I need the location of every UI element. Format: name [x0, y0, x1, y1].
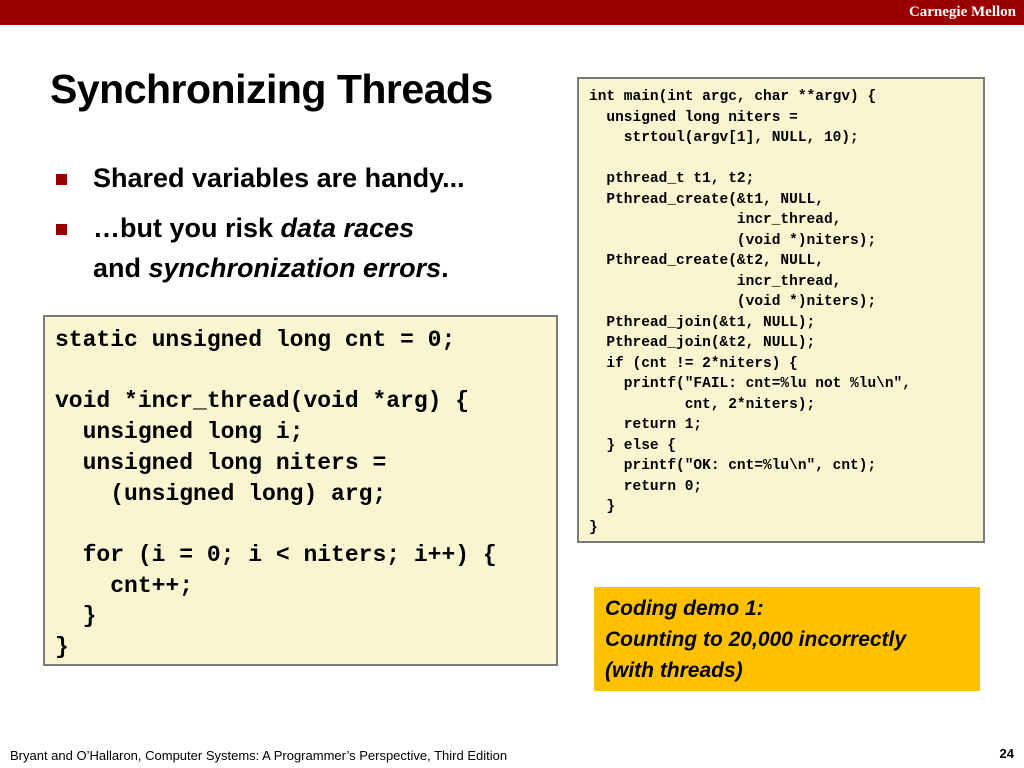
bullet-text: …but you risk — [93, 213, 281, 243]
main-function-code: int main(int argc, char **argv) { unsigned long niters = strtoul(argv[1], NULL, 10); pthread_t t1, t2; Pthread_create(&t1, NULL, incr_thread, (void *)niters); Pthread_create(&t2, NULL, incr_thread, (void *)niters); Pthread_join(&t1, NULL); Pthread_join(&t2, NULL); if (cnt != 2*niters) { printf("FAIL: cnt=%lu not %lu\n", cnt, 2*niters); return 1; } else { printf("OK: cnt=%lu\n", cnt); return 0; } } — [589, 89, 911, 536]
main-function-code-box — [577, 77, 985, 543]
bullet-emphasis: data races — [280, 213, 415, 243]
demo-line: (with threads) — [605, 659, 743, 682]
bullet-item — [56, 158, 556, 198]
demo-line: Coding demo 1: — [605, 597, 764, 620]
square-bullet-icon — [56, 224, 67, 235]
bullet-item — [56, 208, 556, 288]
bullet-text: Shared variables are handy... — [93, 163, 465, 193]
bullet-text: . — [441, 253, 449, 283]
square-bullet-icon — [56, 174, 67, 185]
demo-line: Counting to 20,000 incorrectly — [605, 628, 907, 651]
bullet-text: and — [93, 253, 149, 283]
thread-function-code: static unsigned long cnt = 0; void *incr_thread(void *arg) { unsigned long i; unsigned long niters = (unsigned long) arg; for (i = 0; i < niters; i++) { cnt++; } } — [55, 327, 497, 661]
bullet-list — [56, 158, 556, 288]
coding-demo-callout — [594, 587, 980, 691]
bullet-emphasis: synchronization errors — [148, 253, 442, 283]
university-logo-text: Carnegie Mellon — [908, 4, 1016, 20]
thread-function-code-box — [43, 315, 558, 666]
page-number: 24 — [999, 746, 1014, 761]
header-bar — [0, 0, 1024, 25]
slide-title: Synchronizing Threads — [50, 66, 493, 112]
footer-citation: Bryant and O’Hallaron, Computer Systems: A Programmer’s Perspective, Third Edition — [10, 748, 508, 763]
